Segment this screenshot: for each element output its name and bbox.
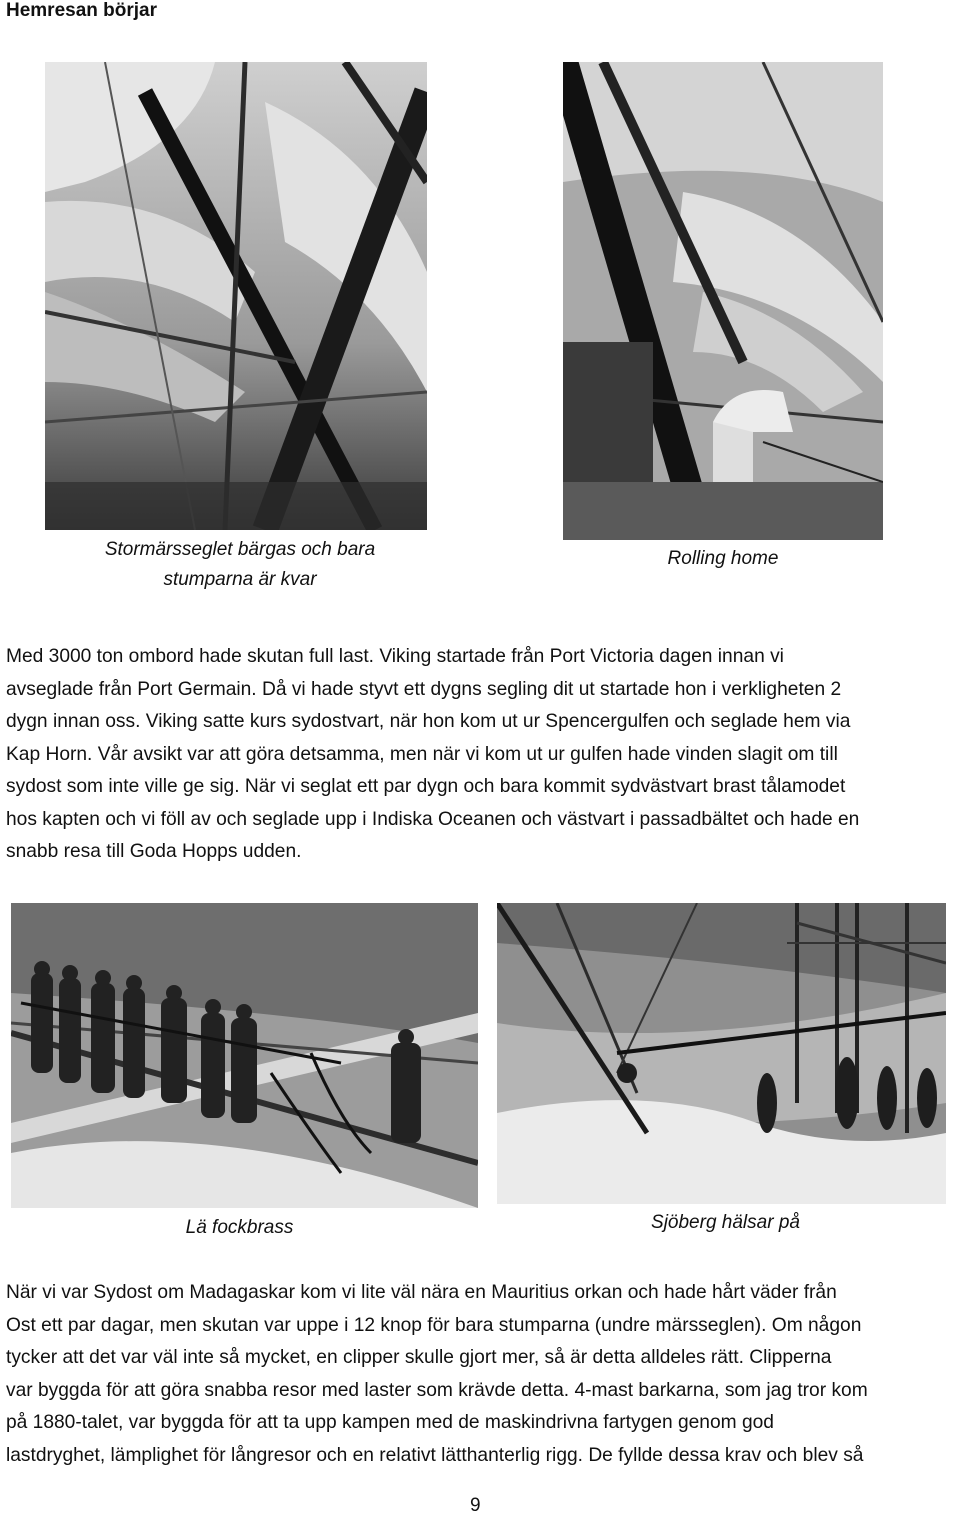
photo-caption (45, 535, 435, 595)
text-line: När vi var Sydost om Madagaskar kom vi lite väl nära en Mauritius orkan och hade hårt väder från (6, 1282, 837, 1303)
caption-line: Rolling home (667, 548, 779, 569)
text-line: lastdryghet, lämplighet för långresor och en relativt lätthanterlig rigg. De fyllde dessa krav och blev så (6, 1444, 864, 1466)
photo-caption (11, 1213, 468, 1243)
text-line: hos kapten och vi föll av och seglade upp i Indiska Oceanen och västvart i passadbältet och hade en (6, 808, 860, 830)
text-line: Kap Horn. Vår avsikt var att göra detsamma, men när vi kom ut ur gulfen hade vinden slagit om till (6, 743, 838, 765)
text-line: avseglade från Port Germain. Då vi hade styvt ett dygns segling dit ut startade hon i verkligheten 2 (6, 678, 842, 700)
photo-crew-hauling (11, 903, 478, 1208)
text-line: var byggda för att göra snabba resor med laster som krävde detta. 4-mast barkarna, som jag tror kom (6, 1379, 868, 1401)
text-line: Med 3000 ton ombord hade skutan full last. Viking startade från Port Victoria dagen innan vi (6, 646, 784, 667)
caption-line: stumparna är kvar (163, 569, 317, 590)
photo-rolling-home (563, 62, 883, 540)
text-line: Ost ett par dagar, men skutan var uppe i 12 knop för bara stumparna (undre märsseglen). Om någon (6, 1314, 862, 1336)
text-line: snabb resa till Goda Hopps udden. (6, 841, 302, 862)
text-line: sydost som inte ville ge sig. När vi seglat ett par dygn och bara kommit sydvästvart brast tålamodet (6, 776, 846, 797)
photo-sails-aloft (45, 62, 427, 530)
photo-caption (563, 544, 883, 574)
text-line: på 1880-talet, var byggda för att ta upp kampen med de maskindrivna fartygen genom god (6, 1412, 774, 1433)
photo-sea-over-rail (497, 903, 946, 1204)
caption-line: Lä fockbrass (185, 1217, 294, 1238)
body-paragraph (6, 1277, 958, 1472)
photo-caption (497, 1208, 954, 1238)
body-paragraph (6, 641, 958, 869)
section-heading: Hemresan börjar (6, 0, 158, 21)
text-line: tycker att det var väl inte så mycket, en clipper skulle gjort mer, så är detta alldeles rätt. Clipperna (6, 1347, 832, 1368)
page-number: 9 (470, 1495, 481, 1516)
text-line: dygn innan oss. Viking satte kurs sydostvart, när hon kom ut ur Spencergulfen och seglade hem via (6, 711, 851, 732)
caption-line: Sjöberg hälsar på (651, 1212, 800, 1233)
caption-line: Stormärsseglet bärgas och bara (104, 539, 376, 560)
